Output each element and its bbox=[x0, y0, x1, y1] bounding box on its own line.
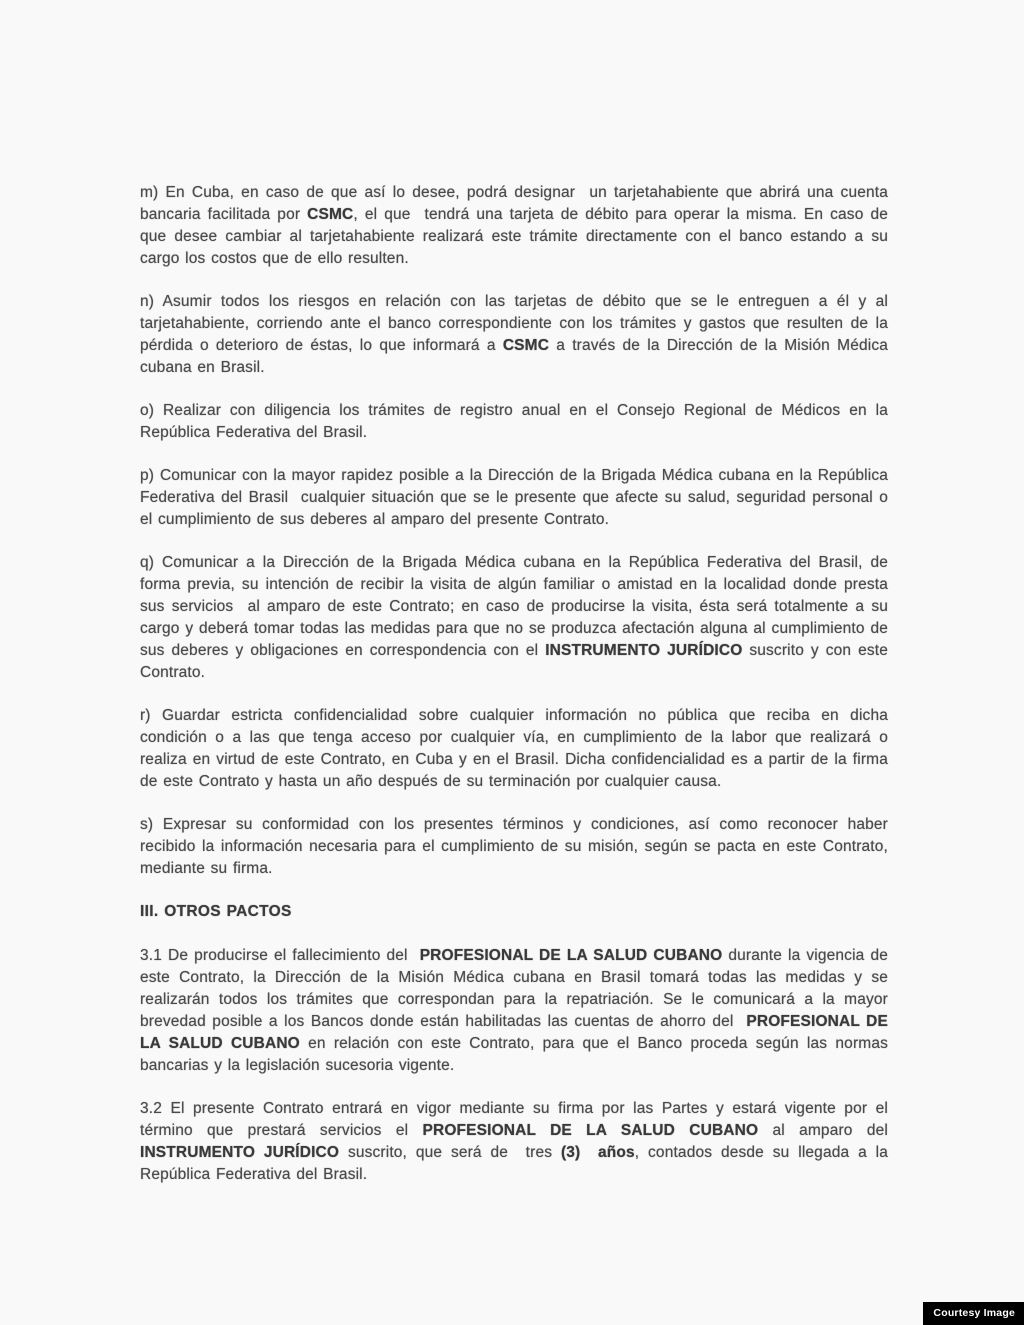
paragraph-text: en relación con este Contrato, para que el Banco proceda según las normas bancarias y la legislación sucesoria vigente. bbox=[140, 1035, 894, 1074]
paragraph-text: r) Guardar estricta confidencialidad sobre cualquier información no pública que reciba en dicha condición o a las que tenga acceso por cualquier vía, en cumplimiento de la labor que realizará o realiza en virtud de este Contrato, en Cuba y en el Brasil. Dicha confidencialidad es a partir de la firma de este Contrato y hasta un año después de su terminación por cualquier causa. bbox=[140, 707, 894, 790]
contract-paragraph-r bbox=[140, 705, 894, 793]
paragraph-text: q) Comunicar a la Dirección de la Brigada Médica cubana en la República Federativa del Brasil, de forma previa, su intención de recibir la visita de algún familiar o amistad en la localidad donde presta sus servicios al amparo de este Contrato; en caso de producirse la visita, ésta será totalmente a su cargo y deberá tomar todas las medidas para que no se produzca afectación alguna al cumplimiento de sus deberes y obligaciones en correspondencia con el bbox=[140, 554, 894, 659]
contract-paragraph-m bbox=[140, 182, 894, 270]
contract-paragraph-q bbox=[140, 552, 894, 684]
paragraph-text: p) Comunicar con la mayor rapidez posible a la Dirección de la Brigada Médica cubana en la República Federativa del Brasil cualquier situación que se le presente que afecte su salud, seguridad personal o el cumplimiento de sus deberes al amparo del presente Contrato. bbox=[140, 467, 894, 528]
contract-paragraph-s bbox=[140, 814, 894, 880]
paragraph-text: suscrito y con este Contrato. bbox=[140, 642, 894, 681]
bold-term-csmc: CSMC bbox=[502, 337, 550, 354]
courtesy-image-watermark bbox=[923, 1302, 1024, 1325]
paragraph-text: , contados desde su llegada a la República Federativa del Brasil. bbox=[140, 1144, 894, 1183]
bold-term-instrumento-juridico: INSTRUMENTO JURÍDICO bbox=[545, 642, 743, 659]
paragraph-text: o) Realizar con diligencia los trámites de registro anual en el Consejo Regional de Médicos en la República Federativa del Brasil. bbox=[140, 402, 894, 441]
paragraph-text: n) Asumir todos los riesgos en relación con las tarjetas de débito que se le entreguen a él y al tarjetahabiente, corriendo ante el banco correspondiente con los trámites y gastos que resulten de la pérdida o deterioro de éstas, lo que informará a bbox=[140, 293, 894, 354]
contract-text-block bbox=[140, 182, 894, 1207]
paragraph-text: durante la vigencia de este Contrato, la Dirección de la Misión Médica cubana en Brasil tomará todas las medidas y se realizarán todos los trámites que correspondan para la repatriación. Se le comunicará a la mayor brevedad posible a los Bancos donde están habilitadas las cuentas de ahorro del bbox=[140, 947, 894, 1030]
bold-term-csmc: CSMC bbox=[307, 206, 354, 223]
paragraph-text: al amparo del bbox=[758, 1122, 894, 1139]
courtesy-image-label: Courtesy Image bbox=[933, 1307, 1015, 1319]
section-heading-otros-pactos: III. OTROS PACTOS bbox=[140, 903, 292, 920]
bold-term-tres-anos: (3) años bbox=[560, 1144, 635, 1161]
bold-term-profesional-salud-cubano: PROFESIONAL DE LA SALUD CUBANO bbox=[140, 1013, 894, 1052]
paragraph-text: m) En Cuba, en caso de que así lo desee, podrá designar un tarjetahabiente que abrirá una cuenta bancaria facilitada por bbox=[140, 184, 894, 223]
bold-term-profesional-salud-cubano: PROFESIONAL DE LA SALUD CUBANO bbox=[422, 1122, 759, 1139]
paragraph-text: suscrito, que será de tres bbox=[339, 1144, 561, 1161]
contract-clause-3-2 bbox=[140, 1098, 894, 1186]
bold-term-instrumento-juridico: INSTRUMENTO JURÍDICO bbox=[140, 1144, 340, 1161]
contract-paragraph-n bbox=[140, 291, 894, 379]
contract-clause-3-1 bbox=[140, 945, 894, 1077]
paragraph-text: s) Expresar su conformidad con los presentes términos y condiciones, así como reconocer haber recibido la información necesaria para el cumplimiento de su misión, según se pacta en este Contrato, mediante su firma. bbox=[140, 816, 894, 877]
contract-paragraph-o bbox=[140, 400, 894, 444]
paragraph-text: , el que tendrá una tarjeta de débito para operar la misma. En caso de que desee cambiar al tarjetahabiente realizará este trámite directamente con el banco estando a su cargo los costos que de ello resulten. bbox=[140, 206, 894, 267]
paragraph-text: a través de la Dirección de la Misión Médica cubana en Brasil. bbox=[140, 337, 894, 376]
paragraph-text: 3.1 De producirse el fallecimiento del bbox=[140, 947, 420, 964]
contract-paragraph-p bbox=[140, 465, 894, 531]
bold-term-profesional-salud-cubano: PROFESIONAL DE LA SALUD CUBANO bbox=[419, 947, 723, 964]
paragraph-text: 3.2 El presente Contrato entrará en vigor mediante su firma por las Partes y estará vigente por el término que prestará servicios el bbox=[140, 1100, 894, 1139]
